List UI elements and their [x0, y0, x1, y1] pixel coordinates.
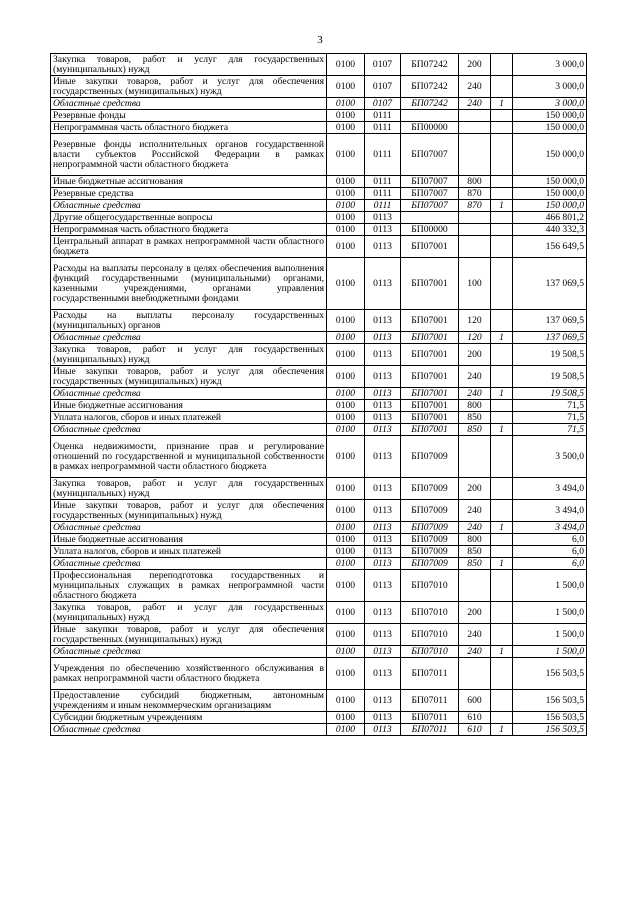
- row-target-article: БП07001: [401, 412, 459, 424]
- row-name: Непрограммная часть областного бюджета: [51, 224, 327, 236]
- table-row: [51, 478, 587, 500]
- row-funding-source: [491, 436, 513, 478]
- row-amount: 19 508,5: [513, 366, 587, 388]
- row-subsection: 0111: [365, 200, 401, 212]
- row-name: Резервные фонды исполнительных органов государственной власти субъектов Российской Федерации в рамках непрограммной части областного бюджета: [51, 134, 327, 176]
- row-name: Резервные фонды: [51, 110, 327, 122]
- table-row: [51, 212, 587, 224]
- row-amount: 1 500,0: [513, 570, 587, 602]
- row-subsection: 0113: [365, 570, 401, 602]
- row-target-article: [401, 110, 459, 122]
- row-target-article: БП07001: [401, 310, 459, 332]
- row-amount: 156 503,5: [513, 658, 587, 690]
- row-expense-type: 240: [459, 366, 491, 388]
- row-amount: 6,0: [513, 558, 587, 570]
- row-section: 0100: [327, 310, 365, 332]
- table-row: [51, 646, 587, 658]
- row-target-article: БП07011: [401, 658, 459, 690]
- table-row: [51, 534, 587, 546]
- row-section: 0100: [327, 200, 365, 212]
- row-expense-type: 850: [459, 558, 491, 570]
- row-amount: 137 069,5: [513, 310, 587, 332]
- row-expense-type: 240: [459, 624, 491, 646]
- row-expense-type: [459, 224, 491, 236]
- row-expense-type: 200: [459, 602, 491, 624]
- row-amount: 150 000,0: [513, 188, 587, 200]
- row-section: 0100: [327, 436, 365, 478]
- row-funding-source: [491, 712, 513, 724]
- row-name: Учреждения по обеспечению хозяйственного обслуживания в рамках непрограммной части областного бюджета: [51, 658, 327, 690]
- row-funding-source: 1: [491, 200, 513, 212]
- row-target-article: БП07009: [401, 546, 459, 558]
- row-section: 0100: [327, 110, 365, 122]
- row-name: Расходы на выплаты персоналу в целях обеспечения выполнения функций государственными (муниципальными) органами, казенными учреждениями, органами управления государственными внебюджетными фондами: [51, 258, 327, 310]
- row-name: Областные средства: [51, 522, 327, 534]
- row-funding-source: [491, 110, 513, 122]
- row-name: Субсидии бюджетным учреждениям: [51, 712, 327, 724]
- table-row: [51, 110, 587, 122]
- row-expense-type: [459, 122, 491, 134]
- table-row: [51, 712, 587, 724]
- row-section: 0100: [327, 478, 365, 500]
- row-amount: 19 508,5: [513, 388, 587, 400]
- row-target-article: БП07009: [401, 558, 459, 570]
- row-amount: 3 494,0: [513, 500, 587, 522]
- table-row: [51, 176, 587, 188]
- row-funding-source: [491, 236, 513, 258]
- row-amount: 150 000,0: [513, 122, 587, 134]
- row-expense-type: 240: [459, 500, 491, 522]
- row-expense-type: 240: [459, 98, 491, 110]
- row-funding-source: [491, 344, 513, 366]
- row-subsection: 0113: [365, 658, 401, 690]
- row-subsection: 0111: [365, 134, 401, 176]
- table-row: [51, 424, 587, 436]
- row-name: Иные бюджетные ассигнования: [51, 534, 327, 546]
- row-expense-type: 870: [459, 188, 491, 200]
- table-row: [51, 54, 587, 76]
- row-name: Иные закупки товаров, работ и услуг для обеспечения государственных (муниципальных) нужд: [51, 624, 327, 646]
- row-section: 0100: [327, 224, 365, 236]
- table-body: [51, 54, 587, 736]
- row-subsection: 0113: [365, 602, 401, 624]
- row-funding-source: [491, 188, 513, 200]
- table-row: [51, 310, 587, 332]
- row-amount: 1 500,0: [513, 602, 587, 624]
- row-target-article: БП07011: [401, 690, 459, 712]
- row-expense-type: 200: [459, 344, 491, 366]
- row-name: Закупка товаров, работ и услуг для государственных (муниципальных) нужд: [51, 478, 327, 500]
- row-target-article: БП07001: [401, 236, 459, 258]
- row-section: 0100: [327, 122, 365, 134]
- row-funding-source: 1: [491, 98, 513, 110]
- row-section: 0100: [327, 366, 365, 388]
- table-row: [51, 366, 587, 388]
- row-funding-source: [491, 366, 513, 388]
- row-name: Уплата налогов, сборов и иных платежей: [51, 412, 327, 424]
- row-section: 0100: [327, 712, 365, 724]
- row-target-article: БП07010: [401, 646, 459, 658]
- table-row: [51, 500, 587, 522]
- row-expense-type: 800: [459, 534, 491, 546]
- row-name: Областные средства: [51, 724, 327, 736]
- row-funding-source: 1: [491, 522, 513, 534]
- row-name: Областные средства: [51, 200, 327, 212]
- row-target-article: БП07009: [401, 534, 459, 546]
- row-subsection: 0113: [365, 522, 401, 534]
- row-target-article: БП07007: [401, 176, 459, 188]
- row-target-article: БП07009: [401, 436, 459, 478]
- row-subsection: 0111: [365, 176, 401, 188]
- row-funding-source: [491, 134, 513, 176]
- row-amount: 3 000,0: [513, 98, 587, 110]
- row-section: 0100: [327, 558, 365, 570]
- row-amount: 1 500,0: [513, 624, 587, 646]
- row-name: Иные закупки товаров, работ и услуг для обеспечения государственных (муниципальных) нужд: [51, 500, 327, 522]
- row-funding-source: [491, 122, 513, 134]
- row-section: 0100: [327, 500, 365, 522]
- row-section: 0100: [327, 624, 365, 646]
- table-row: [51, 332, 587, 344]
- row-name: Профессиональная переподготовка государственных и муниципальных служащих в рамках непрограммной части областного бюджета: [51, 570, 327, 602]
- table-row: [51, 236, 587, 258]
- page-number: 3: [317, 34, 323, 46]
- row-section: 0100: [327, 400, 365, 412]
- row-section: 0100: [327, 258, 365, 310]
- row-funding-source: 1: [491, 388, 513, 400]
- row-expense-type: 240: [459, 646, 491, 658]
- row-name: Закупка товаров, работ и услуг для государственных (муниципальных) нужд: [51, 344, 327, 366]
- row-subsection: 0113: [365, 558, 401, 570]
- row-target-article: БП07242: [401, 76, 459, 98]
- row-section: 0100: [327, 54, 365, 76]
- row-subsection: 0113: [365, 500, 401, 522]
- row-name: Предоставление субсидий бюджетным, автономным учреждениям и иным некоммерческим организациям: [51, 690, 327, 712]
- row-funding-source: 1: [491, 558, 513, 570]
- row-name: Иные бюджетные ассигнования: [51, 400, 327, 412]
- row-funding-source: [491, 658, 513, 690]
- row-expense-type: 600: [459, 690, 491, 712]
- row-expense-type: 200: [459, 54, 491, 76]
- row-expense-type: [459, 110, 491, 122]
- row-name: Областные средства: [51, 424, 327, 436]
- row-subsection: 0113: [365, 310, 401, 332]
- row-funding-source: 1: [491, 332, 513, 344]
- table-row: [51, 200, 587, 212]
- row-subsection: 0107: [365, 98, 401, 110]
- table-row: [51, 258, 587, 310]
- row-subsection: 0113: [365, 534, 401, 546]
- row-amount: 1 500,0: [513, 646, 587, 658]
- row-name: Закупка товаров, работ и услуг для государственных (муниципальных) нужд: [51, 54, 327, 76]
- row-name: Закупка товаров, работ и услуг для государственных (муниципальных) нужд: [51, 602, 327, 624]
- row-subsection: 0113: [365, 546, 401, 558]
- row-funding-source: [491, 400, 513, 412]
- row-funding-source: [491, 212, 513, 224]
- row-amount: 150 000,0: [513, 134, 587, 176]
- table-row: [51, 388, 587, 400]
- row-target-article: БП07001: [401, 424, 459, 436]
- row-name: Областные средства: [51, 388, 327, 400]
- table-row: [51, 558, 587, 570]
- row-target-article: БП07242: [401, 98, 459, 110]
- row-target-article: БП07001: [401, 344, 459, 366]
- row-section: 0100: [327, 76, 365, 98]
- row-section: 0100: [327, 412, 365, 424]
- table-row: [51, 122, 587, 134]
- table-row: [51, 412, 587, 424]
- row-funding-source: [491, 76, 513, 98]
- row-target-article: БП07011: [401, 712, 459, 724]
- row-target-article: БП07010: [401, 624, 459, 646]
- row-section: 0100: [327, 332, 365, 344]
- row-amount: 6,0: [513, 546, 587, 558]
- row-name: Уплата налогов, сборов и иных платежей: [51, 546, 327, 558]
- table-row: [51, 436, 587, 478]
- row-name: Областные средства: [51, 558, 327, 570]
- row-subsection: 0107: [365, 54, 401, 76]
- row-amount: 137 069,5: [513, 332, 587, 344]
- row-funding-source: [491, 534, 513, 546]
- row-target-article: БП07001: [401, 388, 459, 400]
- row-subsection: 0113: [365, 388, 401, 400]
- row-subsection: 0113: [365, 424, 401, 436]
- row-section: 0100: [327, 388, 365, 400]
- row-section: 0100: [327, 724, 365, 736]
- row-name: Центральный аппарат в рамках непрограммной части областного бюджета: [51, 236, 327, 258]
- row-target-article: БП07009: [401, 478, 459, 500]
- row-section: 0100: [327, 658, 365, 690]
- table-row: [51, 188, 587, 200]
- row-section: 0100: [327, 176, 365, 188]
- row-name: Иные закупки товаров, работ и услуг для обеспечения государственных (муниципальных) нужд: [51, 76, 327, 98]
- row-funding-source: [491, 602, 513, 624]
- row-subsection: 0113: [365, 412, 401, 424]
- row-subsection: 0111: [365, 188, 401, 200]
- row-name: Иные закупки товаров, работ и услуг для обеспечения государственных (муниципальных) нужд: [51, 366, 327, 388]
- row-section: 0100: [327, 134, 365, 176]
- row-expense-type: 800: [459, 400, 491, 412]
- row-name: Областные средства: [51, 332, 327, 344]
- row-subsection: 0113: [365, 332, 401, 344]
- row-name: Оценка недвижимости, признание прав и регулирование отношений по государственной и муниципальной собственности в рамках непрограммной части областного бюджета: [51, 436, 327, 478]
- row-section: 0100: [327, 522, 365, 534]
- table-row: [51, 546, 587, 558]
- row-funding-source: [491, 570, 513, 602]
- row-funding-source: [491, 310, 513, 332]
- row-funding-source: [491, 478, 513, 500]
- row-section: 0100: [327, 344, 365, 366]
- row-expense-type: 800: [459, 176, 491, 188]
- row-target-article: БП07010: [401, 602, 459, 624]
- row-amount: 71,5: [513, 424, 587, 436]
- row-section: 0100: [327, 188, 365, 200]
- table-row: [51, 76, 587, 98]
- row-section: 0100: [327, 98, 365, 110]
- row-funding-source: [491, 546, 513, 558]
- row-expense-type: 120: [459, 332, 491, 344]
- row-subsection: 0113: [365, 724, 401, 736]
- row-amount: 3 500,0: [513, 436, 587, 478]
- row-name: Непрограммная часть областного бюджета: [51, 122, 327, 134]
- table-row: [51, 400, 587, 412]
- row-subsection: 0113: [365, 212, 401, 224]
- table-row: [51, 134, 587, 176]
- row-subsection: 0113: [365, 478, 401, 500]
- row-amount: 156 649,5: [513, 236, 587, 258]
- row-target-article: БП07007: [401, 188, 459, 200]
- row-subsection: 0113: [365, 366, 401, 388]
- row-funding-source: 1: [491, 646, 513, 658]
- row-funding-source: [491, 412, 513, 424]
- row-section: 0100: [327, 212, 365, 224]
- row-name: Областные средства: [51, 646, 327, 658]
- row-amount: 156 503,5: [513, 690, 587, 712]
- row-target-article: БП07242: [401, 54, 459, 76]
- table-row: [51, 724, 587, 736]
- row-expense-type: 610: [459, 724, 491, 736]
- row-subsection: 0107: [365, 76, 401, 98]
- row-section: 0100: [327, 690, 365, 712]
- row-subsection: 0113: [365, 436, 401, 478]
- row-name: Резервные средства: [51, 188, 327, 200]
- row-amount: 156 503,5: [513, 712, 587, 724]
- table-row: [51, 224, 587, 236]
- row-target-article: БП00000: [401, 224, 459, 236]
- row-section: 0100: [327, 602, 365, 624]
- row-name: Другие общегосударственные вопросы: [51, 212, 327, 224]
- row-expense-type: 200: [459, 478, 491, 500]
- row-funding-source: [491, 224, 513, 236]
- row-section: 0100: [327, 546, 365, 558]
- row-expense-type: 120: [459, 310, 491, 332]
- row-subsection: 0113: [365, 236, 401, 258]
- row-expense-type: 240: [459, 76, 491, 98]
- row-subsection: 0113: [365, 624, 401, 646]
- row-subsection: 0113: [365, 690, 401, 712]
- row-subsection: 0113: [365, 646, 401, 658]
- row-amount: 71,5: [513, 400, 587, 412]
- row-funding-source: [491, 690, 513, 712]
- row-funding-source: 1: [491, 724, 513, 736]
- row-expense-type: 240: [459, 522, 491, 534]
- row-amount: 3 494,0: [513, 478, 587, 500]
- row-name: Расходы на выплаты персоналу государственных (муниципальных) органов: [51, 310, 327, 332]
- row-amount: 19 508,5: [513, 344, 587, 366]
- row-funding-source: 1: [491, 424, 513, 436]
- row-subsection: 0111: [365, 122, 401, 134]
- row-subsection: 0113: [365, 224, 401, 236]
- row-section: 0100: [327, 570, 365, 602]
- table-row: [51, 570, 587, 602]
- row-target-article: БП07007: [401, 200, 459, 212]
- row-expense-type: [459, 236, 491, 258]
- row-expense-type: 850: [459, 412, 491, 424]
- table-row: [51, 602, 587, 624]
- row-amount: 6,0: [513, 534, 587, 546]
- row-name: Областные средства: [51, 98, 327, 110]
- table-row: [51, 624, 587, 646]
- row-expense-type: [459, 134, 491, 176]
- row-name: Иные бюджетные ассигнования: [51, 176, 327, 188]
- row-target-article: БП07007: [401, 134, 459, 176]
- table-row: [51, 522, 587, 534]
- table-row: [51, 344, 587, 366]
- row-funding-source: [491, 500, 513, 522]
- row-funding-source: [491, 54, 513, 76]
- row-amount: 3 000,0: [513, 54, 587, 76]
- row-amount: 71,5: [513, 412, 587, 424]
- row-target-article: БП07001: [401, 332, 459, 344]
- row-expense-type: [459, 658, 491, 690]
- row-subsection: 0111: [365, 110, 401, 122]
- row-section: 0100: [327, 236, 365, 258]
- row-subsection: 0113: [365, 712, 401, 724]
- row-section: 0100: [327, 534, 365, 546]
- row-amount: 440 332,3: [513, 224, 587, 236]
- row-expense-type: 240: [459, 388, 491, 400]
- row-expense-type: 870: [459, 200, 491, 212]
- budget-table: [50, 53, 587, 736]
- row-expense-type: [459, 436, 491, 478]
- row-expense-type: 850: [459, 546, 491, 558]
- row-target-article: БП07011: [401, 724, 459, 736]
- row-amount: 137 069,5: [513, 258, 587, 310]
- row-expense-type: 850: [459, 424, 491, 436]
- row-target-article: [401, 212, 459, 224]
- row-expense-type: 610: [459, 712, 491, 724]
- table-row: [51, 98, 587, 110]
- row-funding-source: [491, 258, 513, 310]
- row-subsection: 0113: [365, 400, 401, 412]
- row-section: 0100: [327, 646, 365, 658]
- row-target-article: БП07009: [401, 522, 459, 534]
- row-funding-source: [491, 176, 513, 188]
- row-target-article: БП07001: [401, 258, 459, 310]
- row-section: 0100: [327, 424, 365, 436]
- row-amount: 150 000,0: [513, 176, 587, 188]
- row-amount: 156 503,5: [513, 724, 587, 736]
- row-subsection: 0113: [365, 344, 401, 366]
- row-target-article: БП07001: [401, 366, 459, 388]
- table-row: [51, 690, 587, 712]
- row-expense-type: [459, 570, 491, 602]
- row-expense-type: 100: [459, 258, 491, 310]
- row-amount: 150 000,0: [513, 110, 587, 122]
- row-target-article: БП07009: [401, 500, 459, 522]
- row-amount: 466 801,2: [513, 212, 587, 224]
- row-amount: 150 000,0: [513, 200, 587, 212]
- row-expense-type: [459, 212, 491, 224]
- row-target-article: БП07010: [401, 570, 459, 602]
- row-funding-source: [491, 624, 513, 646]
- row-amount: 3 494,0: [513, 522, 587, 534]
- table-row: [51, 658, 587, 690]
- row-target-article: БП00000: [401, 122, 459, 134]
- row-amount: 3 000,0: [513, 76, 587, 98]
- row-subsection: 0113: [365, 258, 401, 310]
- row-target-article: БП07001: [401, 400, 459, 412]
